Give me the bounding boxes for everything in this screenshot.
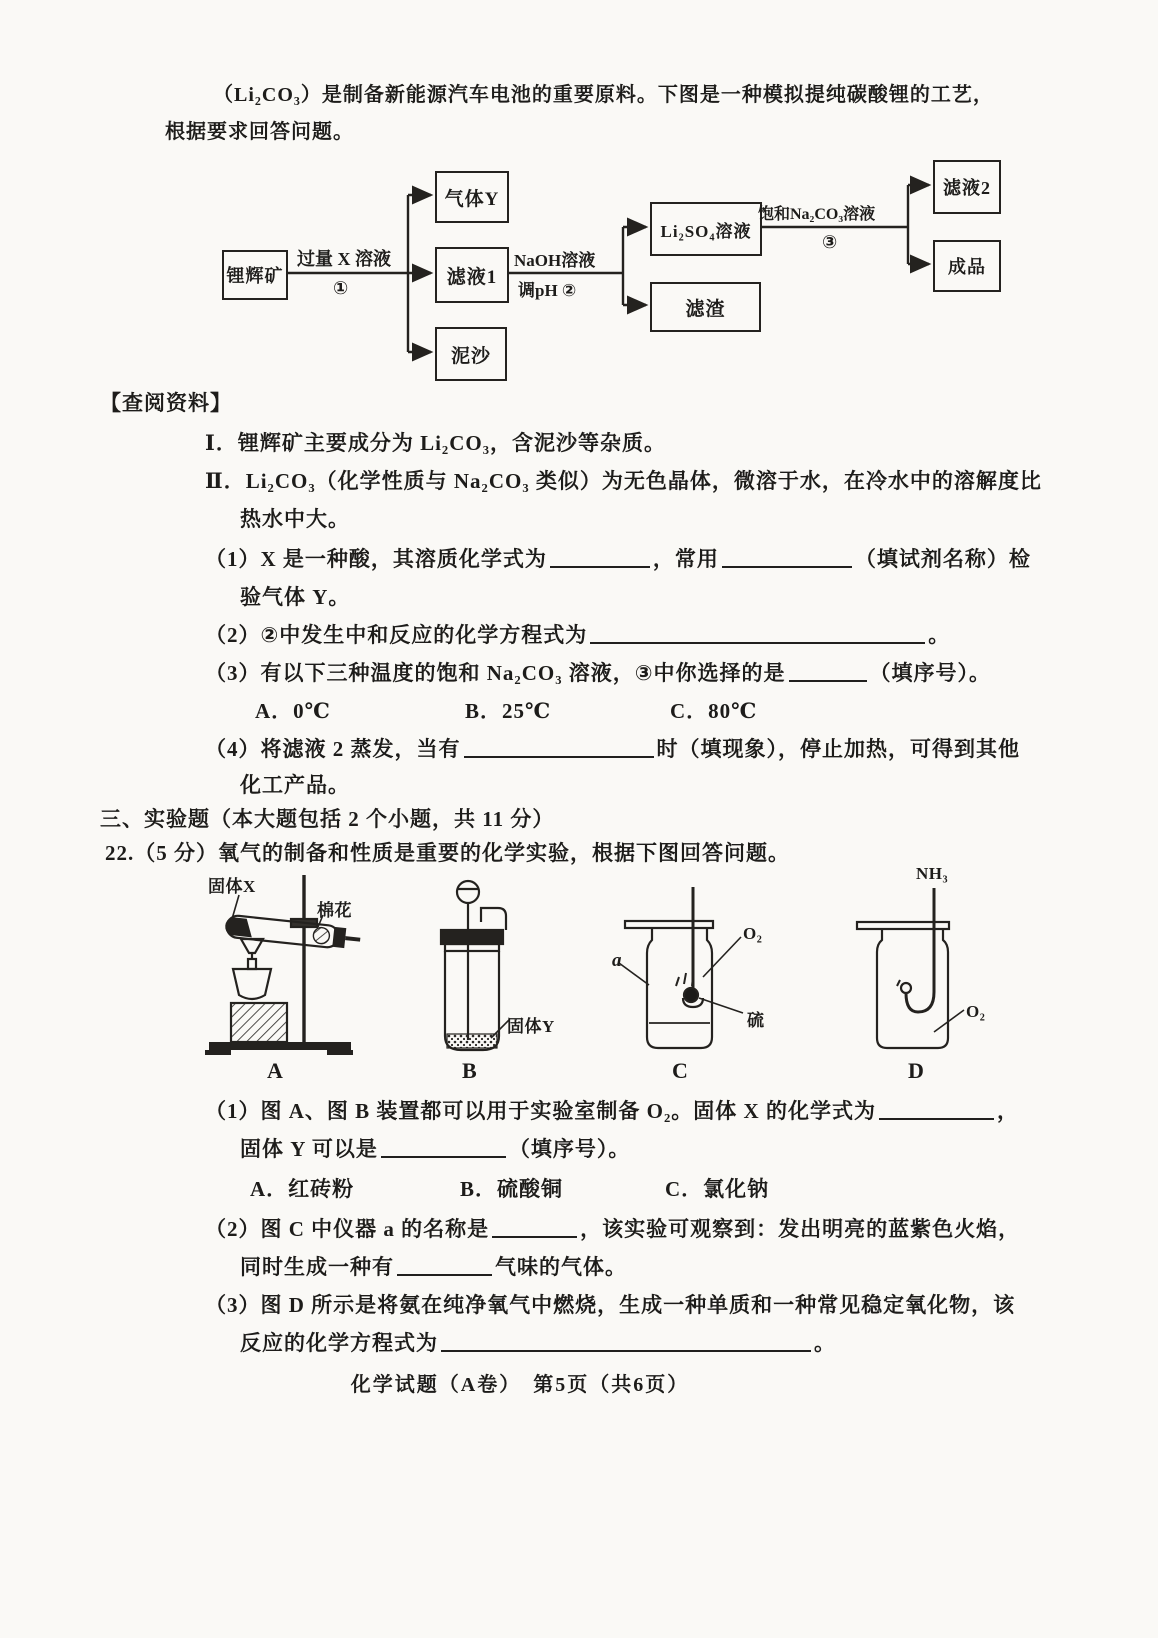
apparatus-c-letter: C [672,1058,688,1083]
apparatus-d-drawing [850,860,1000,1055]
q22-sub1-option-b: B．硫酸铜 [460,1177,564,1201]
apparatus-c-a-label: a [612,950,622,971]
flow-step2-label: NaOH溶液 [514,251,596,270]
stand-rod-icon [291,875,317,1043]
answer-blank [590,626,925,644]
solid-y-icon [447,1034,497,1048]
wood-block-icon [231,1003,287,1042]
q21-sub3-text-pre: （3）有以下三种温度的饱和 Na₂CO₃ 溶液，③中你选择的是 [205,661,786,685]
q21-sub3-option-b: B．25℃ [465,699,552,723]
q22-sub3b-text-pre: 反应的化学方程式为 [240,1331,438,1355]
flow-node-filtrate2: 滤液2 [933,160,1001,214]
answer-blank [464,740,654,758]
q22-sub1b-text-pre: 固体 Y 可以是 [240,1137,378,1161]
q22-sub1-cont [240,1136,630,1162]
intro-line-1: （Li₂CO₃）是制备新能源汽车电池的重要原料。下图是一种模拟提纯碳酸锂的工艺， [213,84,994,106]
q22-sub1-option-c: C．氯化钠 [665,1177,770,1201]
section3-title: 三、实验题（本大题包括 2 个小题，共 11 分） [100,807,555,831]
flow-node-li2so4: Li₂SO₄溶液 [650,202,762,256]
q22-header: 22.（5 分）氧气的制备和性质是重要的化学实验，根据下图回答问题。 [105,841,790,865]
q22-sub2-cont [240,1254,627,1280]
q21-sub2-line [205,622,950,648]
apparatus-d-o2-label: O₂ [966,1002,986,1021]
thistle-funnel-icon [457,881,479,1040]
cotton-icon [313,927,331,945]
answer-blank [492,1220,577,1238]
materials-header: 【查阅资料】 [100,391,232,415]
q21-sub4-line [205,736,1020,762]
flow-node-ore: 锂辉矿 [222,250,288,300]
q21-sub2-text-pre: （2）②中发生中和反应的化学方程式为 [205,623,588,647]
flow-step1-number: ① [333,278,349,298]
apparatus-a-solid-x-label: 固体X [208,877,256,896]
answer-blank [879,1102,994,1120]
flow-node-residue: 滤渣 [650,282,761,332]
q22-sub3-line: （3）图 D 所示是将氨在纯净氧气中燃烧，生成一种单质和一种常见稳定氧化物，该 [205,1293,1016,1317]
q22-sub2b-text-pre: 同时生成一种有 [240,1255,394,1279]
q21-sub3-option-a: A．0℃ [255,699,331,723]
alcohol-lamp-icon [233,959,271,999]
flow-step1-label: 过量 X 溶液 [297,249,391,269]
apparatus-d [850,860,1000,1055]
cover-plate-icon [625,921,713,928]
q21-sub1-text-pre: （1）X 是一种酸，其溶质化学式为 [205,547,547,571]
page-footer: 化学试题（A卷） 第5页（共6页） [350,1374,690,1396]
materials-item-2: Ⅱ．Li₂CO₃（化学性质与 Na₂CO₃ 类似）为无色晶体，微溶于水，在冷水中的溶解度比 [205,469,1042,493]
q21-sub4-cont: 化工产品。 [240,773,350,797]
apparatus-d-nh3-label: NH₃ [916,864,949,883]
answer-blank [441,1334,811,1352]
q22-sub1-line [205,1098,1019,1124]
bent-tube-icon [897,888,934,1012]
q22-sub1-option-a: A．红砖粉 [250,1177,355,1201]
answer-blank [397,1258,492,1276]
stand-base-icon [205,1042,353,1055]
q21-sub1-text-mid: ，常用 [652,547,719,571]
q22-sub2-line [205,1216,1020,1242]
flow-step2-label2: 调pH ② [518,281,577,300]
apparatus-d-letter: D [908,1058,924,1083]
apparatus-a-letter: A [267,1058,283,1083]
apparatus-b-solid-y-label: 固体Y [507,1017,555,1036]
q21-sub3-line [205,660,991,686]
gas-jar-icon [647,928,712,1048]
q22-sub2-text-post: ，该实验可观察到：发出明亮的蓝紫色火焰， [580,1217,1021,1241]
q22-sub2-text-pre: （2）图 C 中仪器 a 的名称是 [205,1217,490,1241]
intro-line-2: 根据要求回答问题。 [165,121,354,143]
q21-sub4-text-post: 时（填现象），停止加热，可得到其他 [656,737,1020,761]
process-flowchart [200,150,1020,390]
materials-item-1: Ⅰ．锂辉矿主要成分为 Li₂CO₃，含泥沙等杂质。 [205,431,667,455]
q21-sub3-text-post: （填序号）。 [869,661,992,685]
q22-sub2b-text-post: 气味的气体。 [495,1255,627,1279]
apparatus-c-o2-label: O₂ [743,924,763,943]
q22-sub1-text-pre: （1）图 A、图 B 装置都可以用于实验室制备 O₂。固体 X 的化学式为 [205,1099,876,1123]
apparatus-b-letter: B [462,1058,477,1083]
flow-node-filtrate1: 滤液1 [435,247,509,303]
q21-sub1-line [205,546,1031,572]
q21-sub3-option-c: C．80℃ [670,699,758,723]
answer-blank [789,664,867,682]
flow-node-mud: 泥沙 [435,327,507,381]
apparatus-a-cotton-label: 棉花 [317,901,352,920]
q22-sub3b-text-post: 。 [814,1331,836,1355]
delivery-tube-icon [481,908,506,930]
flow-step3-number: ③ [822,232,838,252]
q21-sub4-text-pre: （4）将滤液 2 蒸发，当有 [205,737,461,761]
burning-sulfur-icon [676,973,703,1007]
answer-blank [381,1140,506,1158]
q21-sub2-text-post: 。 [928,623,951,647]
materials-item-2-cont: 热水中大。 [240,507,350,531]
q22-sub3-cont [240,1330,836,1356]
flow-node-gas-y: 气体Y [435,171,509,223]
answer-blank [722,550,852,568]
answer-blank [550,550,650,568]
stopper-icon [441,930,503,944]
apparatus-c-sulfur-label: 硫 [747,1011,765,1030]
q22-sub1b-text-post: （填序号）。 [508,1137,631,1161]
flow-step3-label: 饱和Na₂CO₃溶液 [758,206,876,223]
flow-node-product: 成品 [933,240,1001,292]
q21-sub1-cont: 验气体 Y。 [240,585,351,609]
q21-sub1-text-post: （填试剂名称）检 [854,547,1031,571]
q22-sub1-text-post: ， [996,1099,1019,1123]
